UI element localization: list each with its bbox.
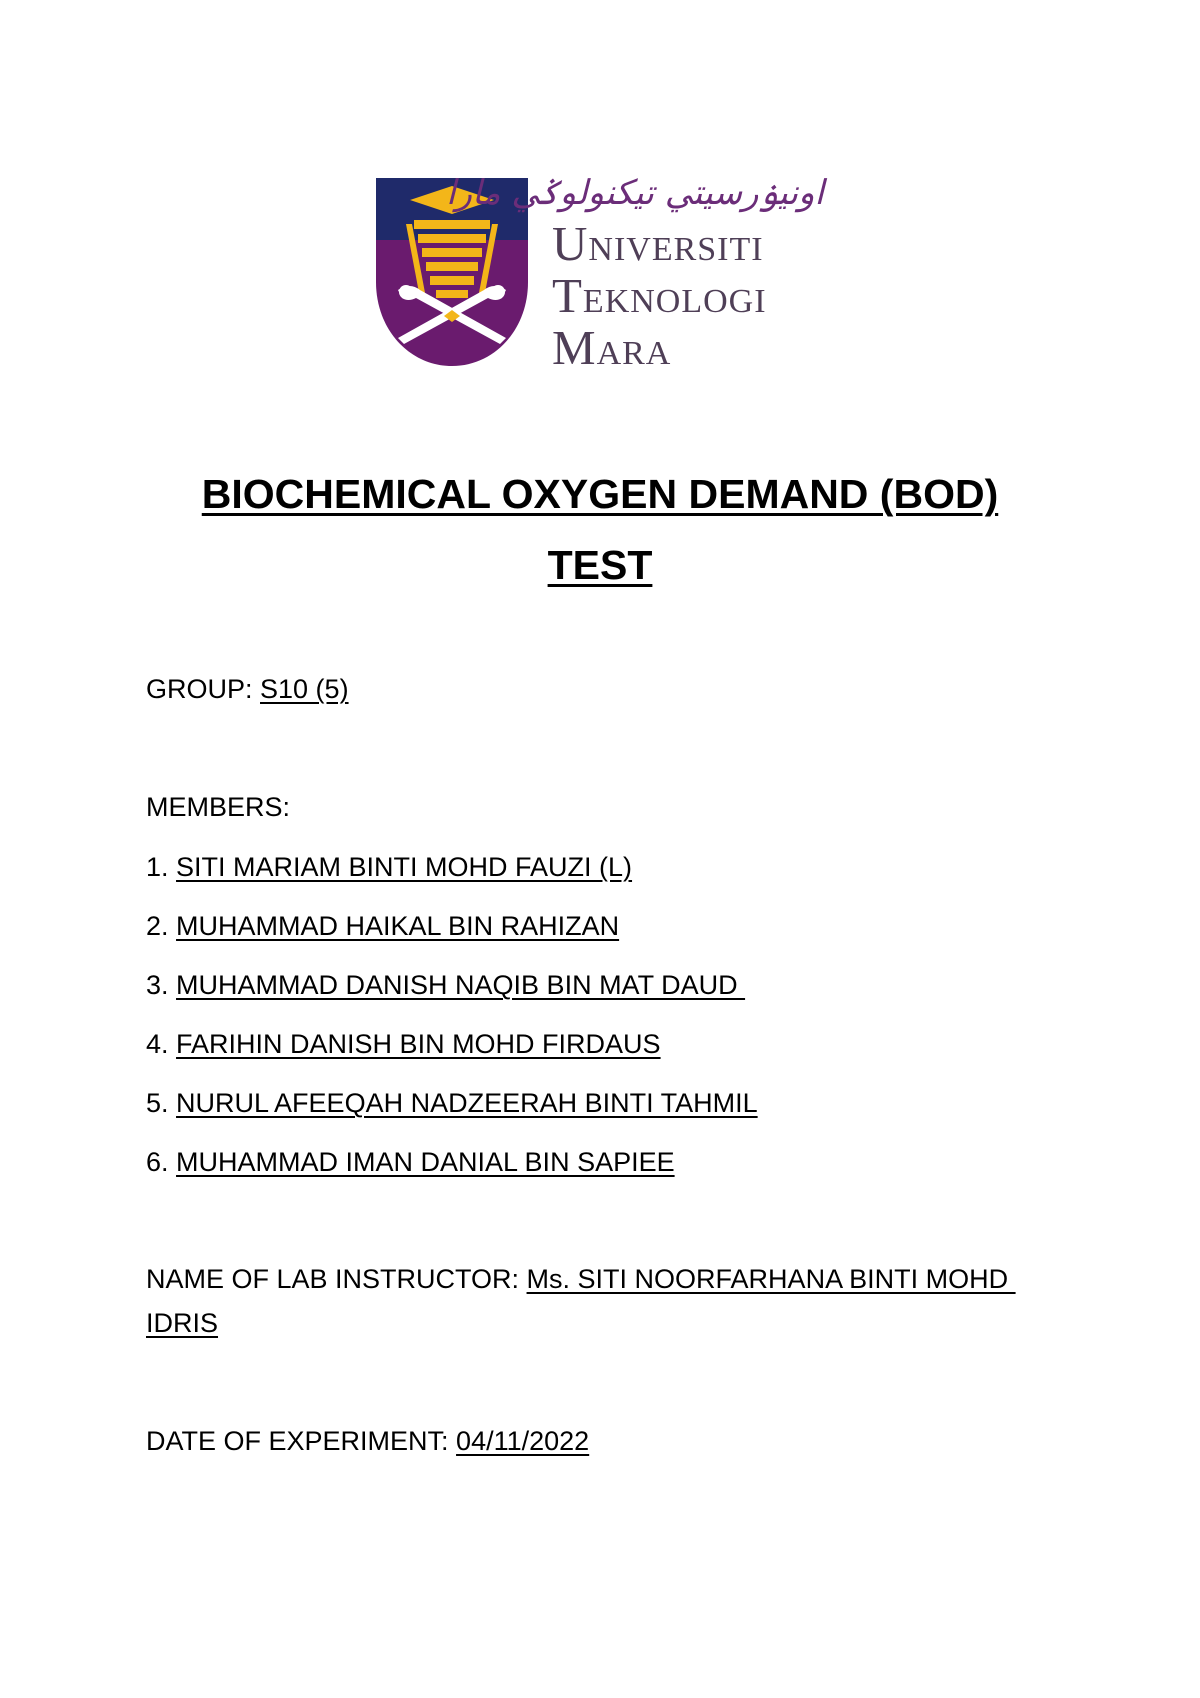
member-number: 2. <box>146 911 177 941</box>
wordmark-line-3: Mara <box>552 320 672 375</box>
member-name: MUHAMMAD DANISH NAQIB BIN MAT DAUD <box>176 970 746 1000</box>
members-label: MEMBERS: <box>146 792 291 822</box>
instructor-name-line-1: Ms. SITI NOORFARHANA BINTI MOHD <box>526 1264 1016 1294</box>
member-name: FARIHIN DANISH BIN MOHD FIRDAUS <box>176 1029 661 1059</box>
member-name: MUHAMMAD IMAN DANIAL BIN SAPIEE <box>176 1147 675 1177</box>
member-number: 3. <box>146 970 177 1000</box>
group-label: GROUP: <box>146 674 261 704</box>
title-line-1: BIOCHEMICAL OXYGEN DEMAND (BOD) <box>201 471 999 517</box>
date-label: DATE OF EXPERIMENT: <box>146 1426 457 1456</box>
university-wordmark <box>552 218 767 374</box>
date-row <box>146 1424 589 1458</box>
member-item <box>146 850 632 884</box>
wordmark-line-1: Universiti <box>552 216 764 271</box>
member-number: 4. <box>146 1029 177 1059</box>
member-name: MUHAMMAD HAIKAL BIN RAHIZAN <box>176 911 620 941</box>
member-number: 5. <box>146 1088 177 1118</box>
instructor-row-continued <box>146 1306 218 1340</box>
group-value: S10 (5) <box>260 674 349 704</box>
member-name: SITI MARIAM BINTI MOHD FAUZI (L) <box>176 852 633 882</box>
member-name: NURUL AFEEQAH NADZEERAH BINTI TAHMIL <box>176 1088 758 1118</box>
member-number: 1. <box>146 852 177 882</box>
date-value: 04/11/2022 <box>456 1426 590 1456</box>
instructor-name-line-2: IDRIS <box>146 1308 219 1338</box>
instructor-label: NAME OF LAB INSTRUCTOR: <box>146 1264 527 1294</box>
title-line-2: TEST <box>547 542 653 588</box>
member-item <box>146 909 619 943</box>
wordmark-line-2: Teknologi <box>552 268 767 323</box>
university-logo <box>376 173 832 375</box>
member-item <box>146 1027 661 1061</box>
jawi-script-name: اونيۏرسيتي تيکنولوݢي مارا <box>446 173 824 213</box>
group-row <box>146 672 349 706</box>
member-number: 6. <box>146 1147 177 1177</box>
member-item <box>146 1145 675 1179</box>
instructor-row <box>146 1262 1016 1296</box>
member-item <box>146 968 745 1002</box>
member-item <box>146 1086 758 1120</box>
